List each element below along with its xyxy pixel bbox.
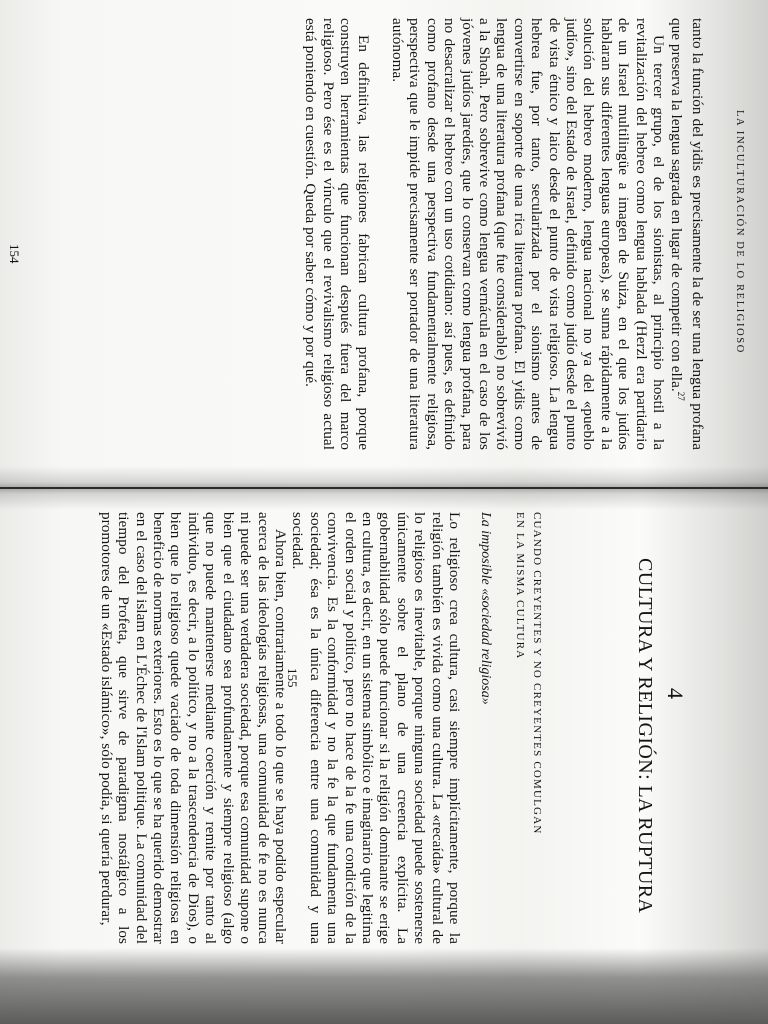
page-number-right: 155 bbox=[285, 668, 300, 688]
chapter-number-box bbox=[658, 688, 688, 728]
chapter-title: CULTURA Y RELIGIÓN: LA RUPTURA bbox=[634, 558, 656, 914]
left-paragraph-3: En definitiva, las religiones fabrican cultura profana, porque construyen herramientas que funcionan después fuera del marco religioso. Pero ése es el vínculo que el revivalismo religioso actual está poniendo en cuestión. Queda por saber cómo y por qué. bbox=[302, 18, 372, 450]
chapter-number: 4 bbox=[663, 688, 688, 699]
section-title-line-2: EN LA MISMA CULTURA bbox=[514, 512, 526, 660]
right-page-body bbox=[23, 512, 463, 944]
left-paragraph-2: Un tercer grupo, el de los sionistas, al principio hostil a la revitalización del hebreo como lengua hablada (Herzl era partidario de un Israel multilingüe a imagen de Suiza, en el que los judíos hablaran sus diferentes lenguas europeas), se suma rápidamente a la solución del hebreo moderno, lengua nacional no ya del «pueblo judío», sino del Estado de Israel, definido como judío desde el punto de vista étnico y laico desde el punto de vista religioso. La lengua hebrea fue, por tanto, secularizada por el sionismo antes de convertirse en soporte de una rica literatura profana. El yidis como lengua de una literatura profana (que fue considerable) no sobrevivió a la Shoah. Pero sobrevive como lengua vernácula en el caso de los jóvenes judíos jaredíes, que lo conservan como lengua profana, para no desacralizar el hebreo con un uso cotidiano: así pues, es definido como profano desde una perspectiva fundamentalmente religiosa, perspectiva que le impide precisamente ser portador de una literatura autónoma. bbox=[389, 18, 668, 450]
right-page-text bbox=[97, 512, 463, 944]
right-folio bbox=[280, 668, 300, 708]
subsection-title: La imposible «sociedad religiosa» bbox=[478, 512, 493, 705]
book-gutter-line bbox=[0, 487, 768, 489]
left-running-head bbox=[705, 110, 745, 354]
right-paragraph-1: Lo religioso crea cultura, casi siempre implícitamente, porque la religión también es vivida como una cultura. La «recaída» cultural de lo religioso es inevitable, porque ninguna sociedad puede sostenerse únicamente sobre el plano de una creencia explícita. La gobernabilidad sólo puede funcionar si la religión dominante se erige en cultura, es decir, en un sistema simbólico e imaginario que legitima el orden social y político, pero no hace de la fe una condición de la convivencia. Es la conformidad y no la fe la que fundamenta una sociedad; ésa es la única diferencia entre una comunidad y una sociedad. bbox=[289, 512, 463, 944]
section-title-box bbox=[505, 512, 545, 842]
running-head-text: LA INCULTURACIÓN DE LO RELIGIOSO bbox=[734, 110, 745, 354]
scanner-edge-shadow bbox=[0, 948, 768, 1024]
section-title-line-1: CUANDO CREYENTES Y NO CREYENTES COMULGAN bbox=[531, 512, 543, 835]
footnote-marker: 27 bbox=[675, 391, 686, 401]
left-page-body bbox=[161, 18, 706, 450]
chapter-title-box bbox=[626, 558, 656, 914]
page-number-left: 154 bbox=[7, 244, 22, 264]
left-folio bbox=[2, 244, 22, 284]
left-page-text bbox=[302, 18, 706, 450]
right-paragraph-2: Ahora bien, contrariamente a todo lo que se haya podido especular acerca de las ideologías religiosas, una comunidad de fe no es nunca ni puede ser una verdadera sociedad, porque esa comunidad supone o bien que el ciudadano sea profundamente y siempre religioso (algo que no puede mantenerse mediante coerción y remite por tanto al individuo, es decir, a lo político, y no a la trascendencia de Dios), o bien que lo religioso quede vaciado de toda dimensión religiosa en beneficio de normas exteriores. Esto es lo que se ha querido demostrar en el caso del islam en L'Échec de l'Islam politique. La comunidad del tiempo del Profeta, que sirve de paradigma nostálgico a los promotores de un «Estado islámico», sólo podía, si quería perdurar, bbox=[97, 512, 289, 944]
left-paragraph-1: tanto la función del yidis es precisamente la de ser una lengua profana que preserva la lengua sagrada en lugar de competir con ella.$^{27}$ bbox=[667, 18, 706, 450]
subsection-title-box bbox=[469, 512, 493, 812]
